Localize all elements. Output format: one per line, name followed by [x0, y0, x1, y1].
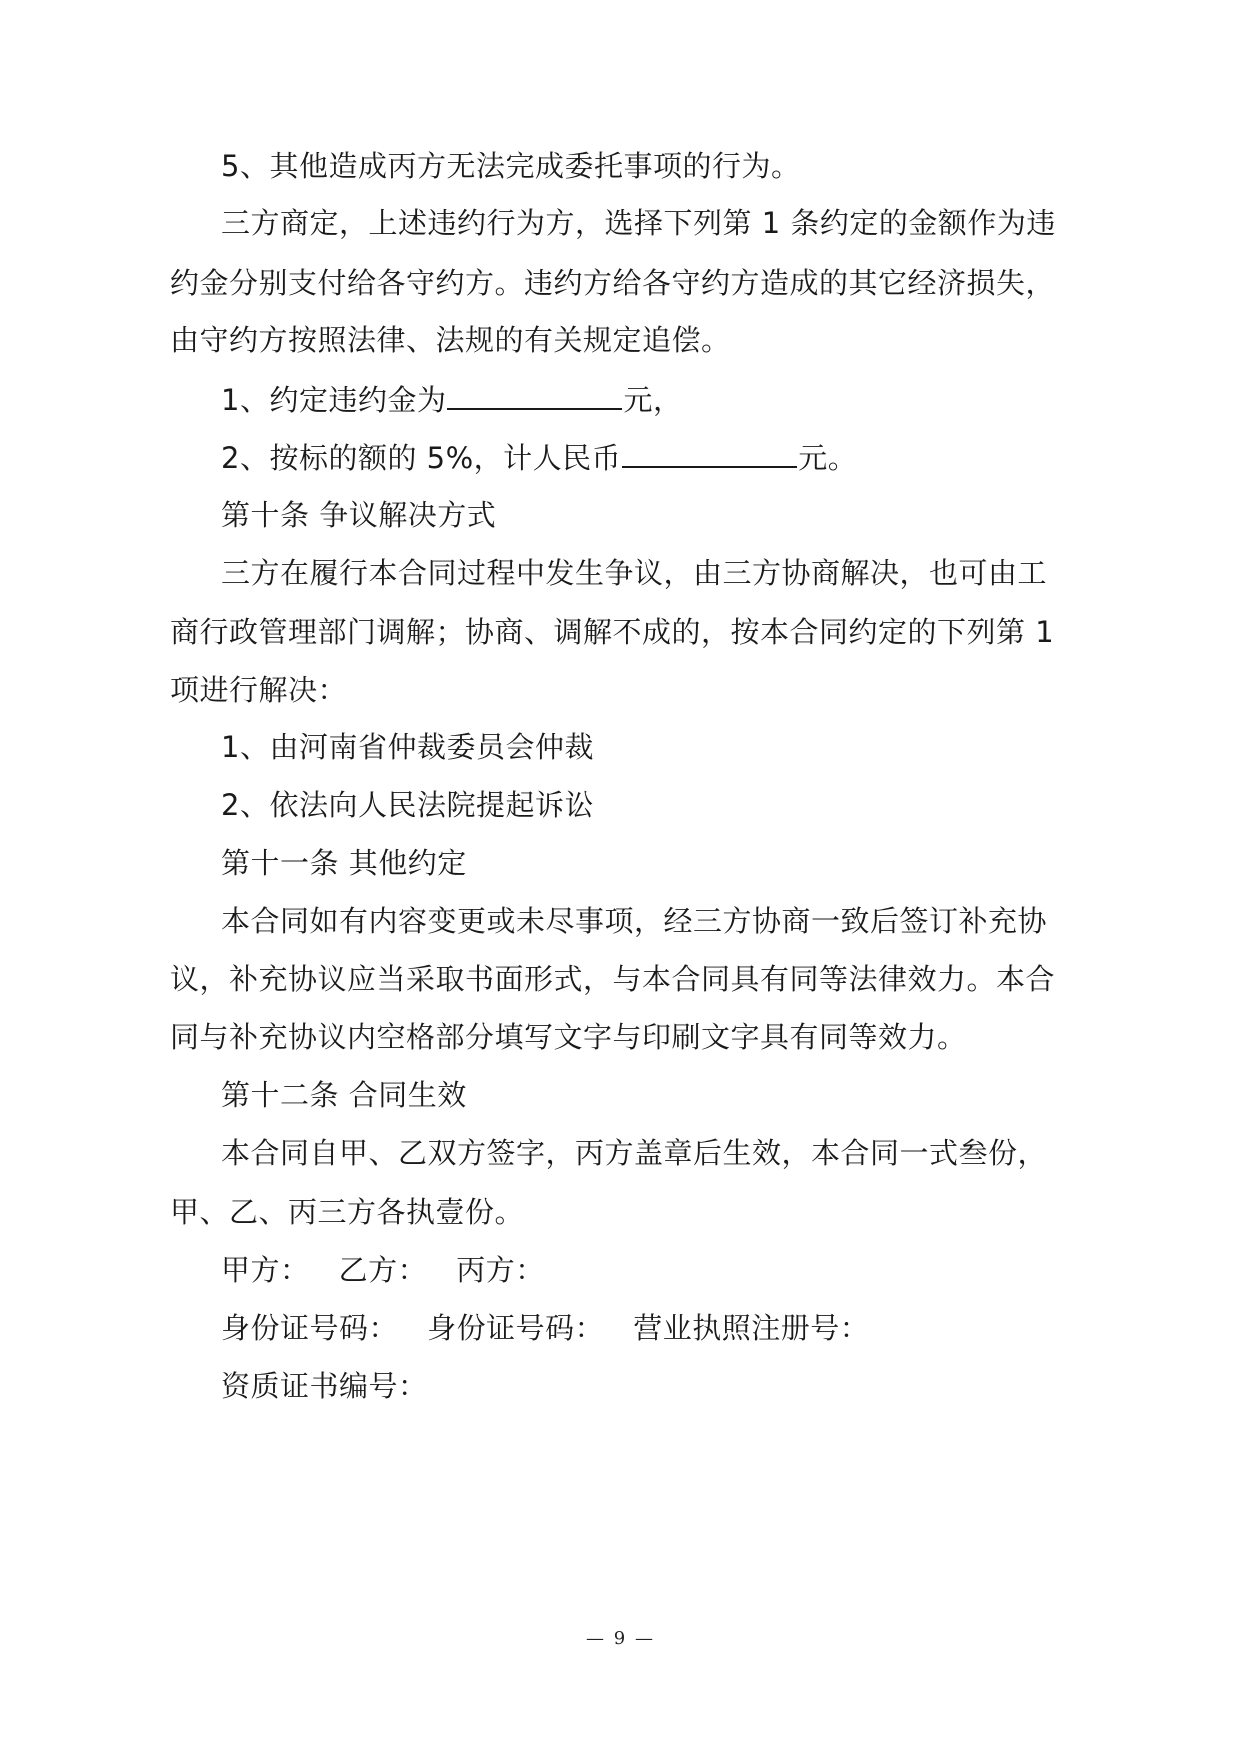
article-12-line-2: 甲、乙、丙三方各执壹份。 [170, 1195, 525, 1229]
article-12-line-1: 本合同自甲、乙双方签字，丙方盖章后生效，本合同一式叁份， [221, 1136, 1048, 1170]
article-11-line-3: 同与补充协议内空格部分填写文字与印刷文字具有同等效力。 [170, 1020, 967, 1054]
article-10-heading: 第十条 争议解决方式 [221, 498, 497, 532]
article-11-line-2: 议，补充协议应当采取书面形式，与本合同具有同等法律效力。本合 [170, 962, 1056, 996]
penalty-item-1-label: 1、约定违约金为 [221, 383, 447, 417]
article-10-line-1: 三方在履行本合同过程中发生争议，由三方协商解决，也可由工 [221, 556, 1048, 590]
signature-certificate-number: 资质证书编号： [221, 1369, 428, 1403]
penalty-item-1 [221, 378, 682, 420]
penalty-paragraph-line-2: 约金分别支付给各守约方。违约方给各守约方造成的其它经济损失， [170, 266, 1056, 300]
penalty-amount-blank [447, 378, 622, 410]
article-12-heading: 第十二条 合同生效 [221, 1078, 467, 1112]
signature-parties: 甲方： 乙方： 丙方： [221, 1253, 545, 1287]
penalty-item-2 [221, 436, 857, 478]
article-10-line-3: 项进行解决： [170, 673, 348, 707]
article-10-line-2: 商行政管理部门调解；协商、调解不成的，按本合同约定的下列第 1 [170, 615, 1055, 649]
penalty-paragraph-line-1: 三方商定，上述违约行为方，选择下列第 1 条约定的金额作为违 [221, 206, 1056, 240]
penalty-paragraph-line-3: 由守约方按照法律、法规的有关规定追偿。 [170, 323, 731, 357]
dispute-option-1: 1、由河南省仲裁委员会仲裁 [221, 730, 594, 764]
penalty-item-1-unit: 元， [623, 383, 683, 417]
article-11-line-1: 本合同如有内容变更或未尽事项，经三方协商一致后签订补充协 [221, 904, 1048, 938]
penalty-item-2-label: 2、按标的额的 5%，计人民币 [221, 441, 622, 475]
dispute-option-2: 2、依法向人民法院提起诉讼 [221, 788, 594, 822]
article-11-heading: 第十一条 其他约定 [221, 846, 467, 880]
signature-id-numbers: 身份证号码： 身份证号码： 营业执照注册号： [221, 1311, 870, 1345]
clause-5-text: 5、其他造成丙方无法完成委托事项的行为。 [221, 149, 801, 183]
penalty-rmb-blank [622, 436, 797, 468]
penalty-item-2-unit: 元。 [798, 441, 858, 475]
page-number: — 9 — [586, 1628, 655, 1649]
